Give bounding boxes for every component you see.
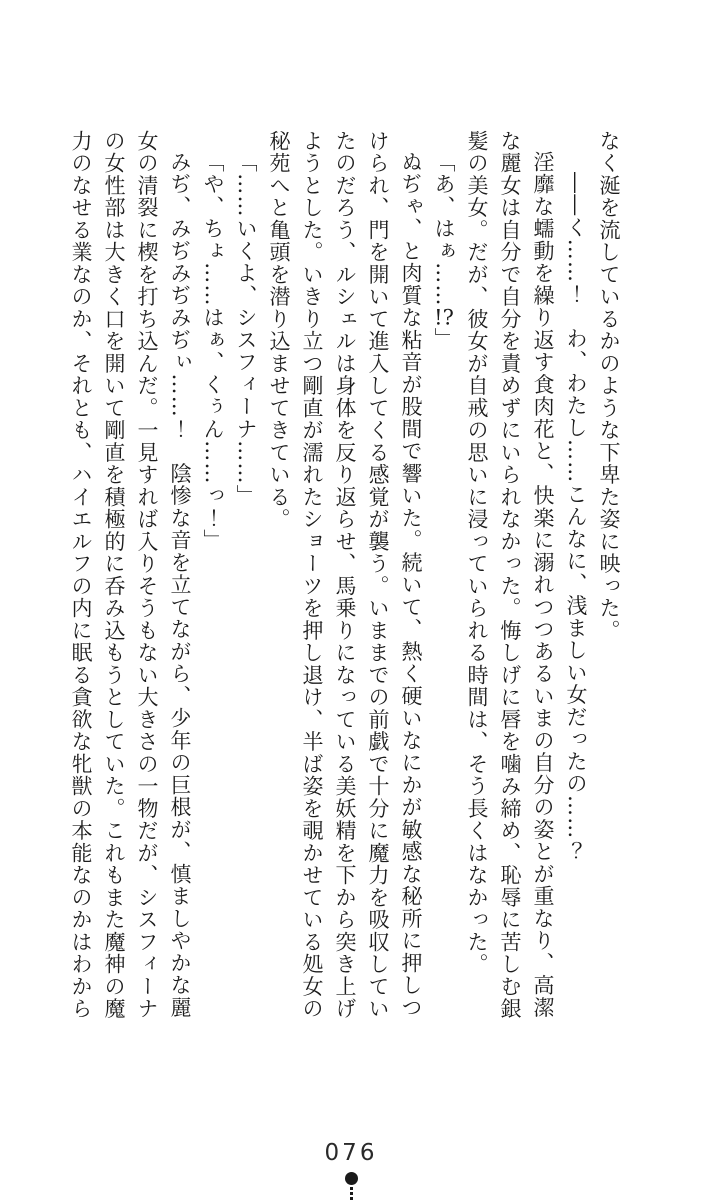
paragraph: 「や、ちょ……はぁ、くぅん……っ！」 xyxy=(201,151,225,552)
page-text xyxy=(64,130,625,1022)
paragraph: 「あ、はぁ……!?」 xyxy=(432,151,456,350)
paragraph: なく涎を流しているかのような下卑た姿に映った。 xyxy=(597,130,621,642)
paragraph: みぢ、みぢみぢみぢぃ……！ 陰惨な音を立てながら、少年の巨根が、慎ましやかな麗女の清裂に楔を打ち込んだ。一見すれば入りそうもない大きさの一物だが、シスフィーナの女性部は大きく口を開いて剛直を積極的に呑み込もうとしていた。これもまた魔神の魔力のなせる業なのか、それとも、ハイエルフの内に眠る貪欲な牝獣の本能なのかはわから xyxy=(69,130,192,1020)
binding-dotted-line-icon xyxy=(350,1187,353,1200)
paragraph: ぬぢゃ、と肉質な粘音が股間で響いた。続いて、熱く硬いなにかが敏感な秘所に押しつけられ、門を開いて進入してくる感覚が襲う。いままでの前戯で十分に魔力を吸収していたのだろう、ルシェルは身体を反り返らせ、馬乗りになっている美妖精を下から突き上げようとした。いきり立つ剛直が濡れたショーツを押し退け、半ば姿を覗かせている処女の秘苑へと亀頭を潜り込ませてきている。 xyxy=(267,130,423,1020)
binding-dot-icon xyxy=(345,1172,358,1185)
page-number: 076 xyxy=(324,1140,378,1166)
paragraph: 「……いくよ、シスフィーナ……」 xyxy=(234,151,258,507)
paragraph: 淫靡な蠕動を繰り返す食肉花と、快楽に溺れつつあるいまの自分の姿とが重なり、高潔な麗女は自分で自分を責めずにいられなかった。悔しげに唇を噛み締め、恥辱に苦しむ銀髪の美女。だが、彼女が自戒の思いに浸っていられる時間は、そう長くはなかった。 xyxy=(465,130,555,1020)
paragraph: ――く……！ わ、わたし……こんなに、浅ましい女だったの……？ xyxy=(564,172,588,862)
